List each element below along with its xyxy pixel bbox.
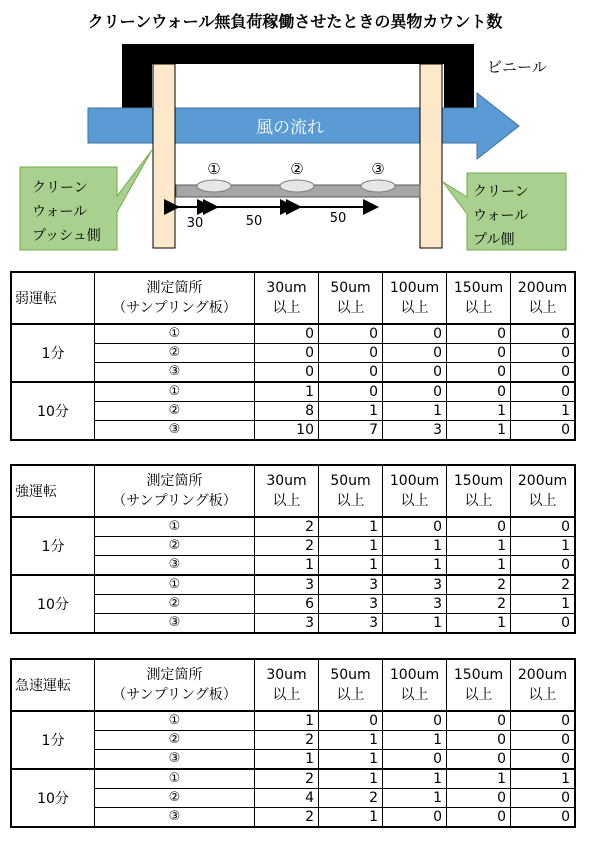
table-row	[12, 750, 575, 770]
page-title: クリーンウォール無負荷稼働させたときの異物カウント数	[87, 12, 503, 31]
count-cell: 1	[255, 750, 319, 770]
table-row	[12, 808, 575, 827]
count-cell: 2	[511, 575, 575, 595]
table-row	[12, 731, 575, 750]
push-side-label-3: プッシュ側	[32, 228, 101, 244]
size-header-line: 以上	[528, 687, 557, 703]
count-cell: 0	[511, 324, 575, 344]
count-cell: 0	[383, 382, 447, 402]
count-cell: 0	[447, 731, 511, 750]
location-header	[95, 660, 255, 712]
table-row	[12, 324, 575, 344]
duration-label: 1分	[12, 711, 95, 769]
size-header	[255, 273, 319, 325]
size-header-line: 以上	[272, 687, 301, 703]
pull-wall-post	[420, 64, 442, 248]
size-header-line: 30um	[266, 280, 307, 296]
airflow-label: 風の流れ	[256, 118, 324, 138]
count-cell: 0	[447, 363, 511, 383]
location-header-line: （サンプリング板）	[112, 493, 237, 509]
position-cell: ③	[95, 750, 255, 770]
size-header-line: 150um	[453, 473, 504, 489]
dimension-label-1: 30	[186, 216, 204, 231]
size-header-line: 30um	[266, 473, 307, 489]
size-header-line: 200um	[517, 280, 568, 296]
count-cell: 0	[511, 711, 575, 731]
count-cell: 0	[511, 421, 575, 440]
count-cell: 1	[447, 556, 511, 576]
location-header-line: 測定箇所	[146, 473, 203, 489]
duration-label: 1分	[12, 324, 95, 382]
size-header-line: 以上	[464, 493, 493, 509]
size-header-line: 50um	[330, 667, 371, 683]
size-header-line: 50um	[330, 473, 371, 489]
count-cell: 0	[319, 344, 383, 363]
size-header	[447, 273, 511, 325]
count-cell: 1	[255, 711, 319, 731]
location-header-line: （サンプリング板）	[112, 300, 237, 316]
count-cell: 1	[447, 614, 511, 633]
count-cell: 1	[383, 789, 447, 808]
duration-label: 1分	[12, 517, 95, 575]
count-cell: 3	[383, 595, 447, 614]
dimension-label-3: 50	[329, 211, 347, 226]
table-row	[12, 517, 575, 537]
clean-wall-diagram	[0, 0, 590, 265]
count-cell: 2	[255, 537, 319, 556]
location-header-line: 測定箇所	[146, 280, 203, 296]
location-header	[95, 273, 255, 325]
size-header-line: 以上	[528, 493, 557, 509]
table-row	[12, 344, 575, 363]
position-cell: ②	[95, 344, 255, 363]
count-cell: 1	[511, 537, 575, 556]
point-label-3: ③	[371, 160, 385, 178]
count-cell: 1	[383, 614, 447, 633]
count-cell: 0	[447, 517, 511, 537]
count-cell: 1	[511, 402, 575, 421]
count-cell: 1	[383, 537, 447, 556]
position-cell: ②	[95, 402, 255, 421]
table-row	[12, 556, 575, 576]
table-row	[12, 421, 575, 440]
count-cell: 1	[319, 808, 383, 827]
sampling-dish-1	[197, 180, 231, 192]
count-cell: 0	[511, 731, 575, 750]
size-header-line: 以上	[336, 300, 365, 316]
push-side-label-2: ウォール	[32, 204, 88, 220]
count-cell: 10	[255, 421, 319, 440]
count-cell: 1	[447, 402, 511, 421]
size-header-line: 以上	[272, 300, 301, 316]
count-cell: 0	[447, 750, 511, 770]
count-cell: 0	[511, 517, 575, 537]
count-cell: 3	[255, 575, 319, 595]
table-row	[12, 789, 575, 808]
count-cell: 6	[255, 595, 319, 614]
count-cell: 8	[255, 402, 319, 421]
size-header-line: 以上	[336, 687, 365, 703]
count-cell: 0	[511, 382, 575, 402]
count-cell: 7	[319, 421, 383, 440]
count-cell: 0	[383, 711, 447, 731]
position-cell: ①	[95, 517, 255, 537]
position-cell: ①	[95, 324, 255, 344]
count-cell: 0	[383, 324, 447, 344]
count-cell: 1	[383, 402, 447, 421]
count-cell: 0	[319, 711, 383, 731]
count-cell: 4	[255, 789, 319, 808]
count-cell: 0	[447, 382, 511, 402]
size-header-line: 100um	[389, 473, 440, 489]
location-header-line: （サンプリング板）	[112, 687, 237, 703]
count-cell: 1	[447, 537, 511, 556]
pull-side-label-1: クリーン	[473, 184, 529, 200]
table-row	[12, 575, 575, 595]
pull-side-label-2: ウォール	[473, 208, 529, 224]
count-cell: 1	[511, 595, 575, 614]
size-header-line: 以上	[336, 493, 365, 509]
table-row	[12, 711, 575, 731]
count-cell: 2	[255, 731, 319, 750]
size-header-line: 100um	[389, 280, 440, 296]
size-header	[319, 273, 383, 325]
push-wall-post	[153, 64, 175, 248]
size-header	[447, 660, 511, 712]
size-header	[511, 273, 575, 325]
count-table-2	[11, 465, 575, 633]
count-cell: 0	[255, 363, 319, 383]
count-cell: 0	[255, 324, 319, 344]
position-cell: ②	[95, 731, 255, 750]
location-header	[95, 466, 255, 518]
count-cell: 0	[511, 614, 575, 633]
point-label-1: ①	[207, 160, 221, 178]
position-cell: ③	[95, 421, 255, 440]
size-header	[383, 466, 447, 518]
count-cell: 1	[383, 731, 447, 750]
count-cell: 1	[255, 556, 319, 576]
position-cell: ③	[95, 808, 255, 827]
count-cell: 2	[447, 575, 511, 595]
count-cell: 0	[511, 556, 575, 576]
vinyl-label: ビニール	[487, 58, 547, 76]
count-cell: 0	[383, 344, 447, 363]
count-cell: 0	[255, 344, 319, 363]
operation-mode-label: 弱運転	[12, 273, 95, 325]
count-cell: 1	[447, 769, 511, 789]
table-row	[12, 537, 575, 556]
size-header-line: 150um	[453, 667, 504, 683]
sampling-dish-3	[361, 180, 395, 192]
size-header-line: 以上	[272, 493, 301, 509]
pull-side-label-3: プル側	[473, 232, 515, 248]
position-cell: ①	[95, 382, 255, 402]
count-cell: 1	[319, 402, 383, 421]
count-cell: 3	[383, 421, 447, 440]
count-cell: 1	[319, 750, 383, 770]
count-cell: 2	[319, 789, 383, 808]
count-cell: 0	[447, 324, 511, 344]
point-label-2: ②	[290, 160, 304, 178]
table-row	[12, 363, 575, 383]
count-cell: 0	[511, 363, 575, 383]
size-header-line: 以上	[528, 300, 557, 316]
count-cell: 0	[383, 517, 447, 537]
count-cell: 2	[255, 769, 319, 789]
count-cell: 3	[319, 595, 383, 614]
position-cell: ②	[95, 537, 255, 556]
table-row	[12, 614, 575, 633]
count-cell: 3	[255, 614, 319, 633]
count-cell: 0	[447, 808, 511, 827]
size-header-line: 200um	[517, 667, 568, 683]
count-cell: 0	[447, 789, 511, 808]
table-row	[12, 402, 575, 421]
duration-label: 10分	[12, 575, 95, 633]
size-header-line: 以上	[400, 687, 429, 703]
size-header-line: 50um	[330, 280, 371, 296]
location-header-line: 測定箇所	[146, 667, 203, 683]
size-header	[447, 466, 511, 518]
count-cell: 1	[319, 731, 383, 750]
position-cell: ①	[95, 575, 255, 595]
table-row	[12, 595, 575, 614]
count-cell: 3	[319, 614, 383, 633]
position-cell: ③	[95, 614, 255, 633]
position-cell: ③	[95, 556, 255, 576]
size-header	[319, 660, 383, 712]
duration-label: 10分	[12, 769, 95, 827]
count-cell: 1	[447, 421, 511, 440]
count-cell: 1	[511, 769, 575, 789]
count-table-1	[11, 272, 575, 440]
count-cell: 1	[255, 382, 319, 402]
push-side-label-1: クリーン	[32, 180, 88, 196]
position-cell: ②	[95, 595, 255, 614]
size-header	[511, 466, 575, 518]
count-cell: 3	[383, 575, 447, 595]
count-cell: 0	[383, 363, 447, 383]
sampling-dish-2	[280, 180, 314, 192]
count-cell: 0	[511, 344, 575, 363]
size-header	[383, 660, 447, 712]
position-cell: ③	[95, 363, 255, 383]
count-cell: 2	[255, 517, 319, 537]
count-cell: 1	[383, 556, 447, 576]
size-header	[511, 660, 575, 712]
count-cell: 1	[319, 769, 383, 789]
size-header	[255, 660, 319, 712]
position-cell: ②	[95, 789, 255, 808]
size-header-line: 以上	[400, 493, 429, 509]
size-header-line: 以上	[400, 300, 429, 316]
count-cell: 0	[511, 750, 575, 770]
size-header	[319, 466, 383, 518]
position-cell: ①	[95, 769, 255, 789]
count-cell: 2	[447, 595, 511, 614]
count-cell: 0	[447, 344, 511, 363]
count-cell: 3	[319, 575, 383, 595]
table-row	[12, 769, 575, 789]
count-table-3	[11, 659, 575, 827]
size-header-line: 200um	[517, 473, 568, 489]
count-cell: 1	[319, 517, 383, 537]
count-cell: 1	[383, 769, 447, 789]
count-cell: 0	[383, 808, 447, 827]
size-header-line: 30um	[266, 667, 307, 683]
count-cell: 0	[447, 711, 511, 731]
count-cell: 0	[383, 750, 447, 770]
count-cell: 0	[319, 363, 383, 383]
size-header-line: 150um	[453, 280, 504, 296]
count-cell: 0	[319, 382, 383, 402]
count-cell: 0	[511, 789, 575, 808]
operation-mode-label: 強運転	[12, 466, 95, 518]
count-cell: 0	[511, 808, 575, 827]
size-header-line: 以上	[464, 300, 493, 316]
count-cell: 1	[319, 556, 383, 576]
size-header	[383, 273, 447, 325]
size-header-line: 100um	[389, 667, 440, 683]
table-row	[12, 382, 575, 402]
duration-label: 10分	[12, 382, 95, 440]
position-cell: ①	[95, 711, 255, 731]
size-header	[255, 466, 319, 518]
dimension-label-2: 50	[245, 214, 263, 229]
count-cell: 1	[319, 537, 383, 556]
size-header-line: 以上	[464, 687, 493, 703]
count-cell: 2	[255, 808, 319, 827]
operation-mode-label: 急速運転	[12, 660, 95, 712]
count-cell: 0	[319, 324, 383, 344]
